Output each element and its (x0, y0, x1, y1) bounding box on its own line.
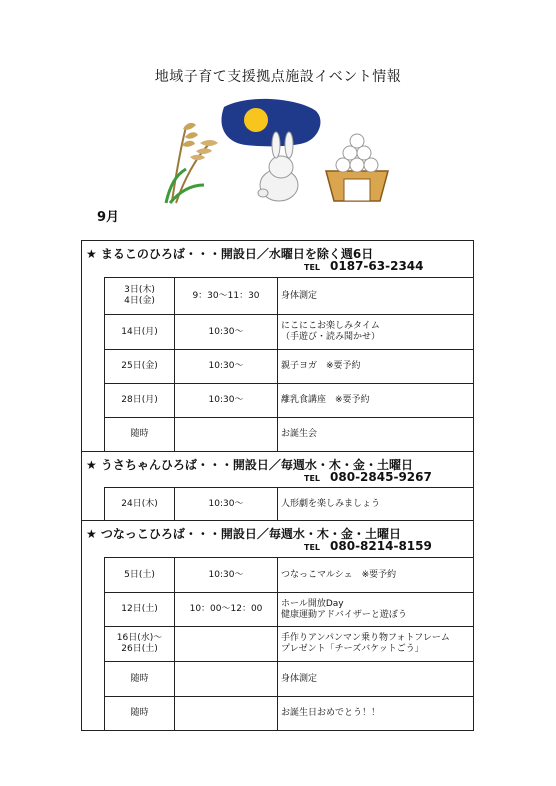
event-time: 10：00〜12：00 (174, 593, 277, 626)
page-title: 地域子育て支援拠点施設イベント情報 (154, 69, 402, 85)
event-date: 3日(木) 4日(金) (104, 278, 174, 314)
event-time (174, 697, 277, 730)
phone-number (304, 470, 432, 484)
table-row (104, 696, 473, 730)
event-time: 9：30〜11：30 (174, 278, 277, 314)
event-time: 10:30〜 (174, 315, 277, 349)
table-row (104, 314, 473, 349)
event-date: 随時 (104, 697, 174, 730)
section-header: ★ うさちゃんひろば・・・開設日／毎週水・木・金・土曜日 (86, 458, 413, 472)
moon-viewing-illustration (0, 95, 556, 210)
table-row (104, 557, 473, 592)
phone-number (304, 539, 432, 553)
event-date: 24日(木) (104, 488, 174, 520)
section-header: ★ まるこのひろば・・・開設日／水曜日を除く週6日 (86, 247, 374, 261)
tel-label: TEL (304, 543, 321, 552)
event-time: 10:30〜 (174, 558, 277, 592)
event-date: 5日(土) (104, 558, 174, 592)
event-date: 25日(金) (104, 350, 174, 383)
table-row (104, 592, 473, 626)
event-title: お誕生日おめでとう！！ (277, 697, 473, 730)
tel-value: 080-2845-9267 (330, 470, 432, 484)
section-maruko (82, 241, 473, 452)
tel-value: 0187-63-2344 (330, 259, 424, 273)
table-row (104, 487, 473, 520)
section-header: ★ つなっこひろば・・・開設日／毎週水・木・金・土曜日 (86, 527, 401, 541)
month-label: 9月 (97, 210, 120, 225)
section-usachan (82, 452, 473, 521)
event-title: つなっこマルシェ ※要予約 (277, 558, 473, 592)
event-time (174, 418, 277, 451)
event-title: 人形劇を楽しみましょう (277, 488, 473, 520)
event-time: 10:30〜 (174, 488, 277, 520)
event-time: 10:30〜 (174, 384, 277, 417)
event-title: 離乳食講座 ※要予約 (277, 384, 473, 417)
pampas-grass-icon (166, 123, 218, 203)
event-date: 14日(月) (104, 315, 174, 349)
tel-label: TEL (304, 263, 321, 272)
event-time (174, 662, 277, 696)
moon-dumplings-icon (326, 134, 388, 201)
event-title: にこにこお楽しみタイム （手遊び・読み聞かせ） (277, 315, 473, 349)
event-title: 身体測定 (277, 278, 473, 314)
tel-value: 080-8214-8159 (330, 539, 432, 553)
event-date: 随時 (104, 662, 174, 696)
section-tsunakko (82, 521, 473, 730)
tel-label: TEL (304, 474, 321, 483)
event-title: お誕生会 (277, 418, 473, 451)
table-row (104, 417, 473, 451)
event-time (174, 627, 277, 661)
table-row (104, 661, 473, 696)
event-date: 16日(水)〜 26日(土) (104, 627, 174, 661)
event-time: 10:30〜 (174, 350, 277, 383)
table-row (104, 626, 473, 661)
event-title: 親子ヨガ ※要予約 (277, 350, 473, 383)
event-title: 身体測定 (277, 662, 473, 696)
event-date: 随時 (104, 418, 174, 451)
event-schedule-table (81, 240, 474, 731)
event-date: 12日(土) (104, 593, 174, 626)
phone-number (304, 259, 424, 273)
table-row (104, 277, 473, 314)
full-moon-icon (221, 99, 320, 146)
event-title: 手作りアンパンマン乗り物フォトフレーム プレゼント「チーズバケットごう」 (277, 627, 473, 661)
table-row (104, 349, 473, 383)
event-date: 28日(月) (104, 384, 174, 417)
event-title: ホール開放Day 健康運動アドバイザーと遊ぼう (277, 593, 473, 626)
table-row (104, 383, 473, 417)
